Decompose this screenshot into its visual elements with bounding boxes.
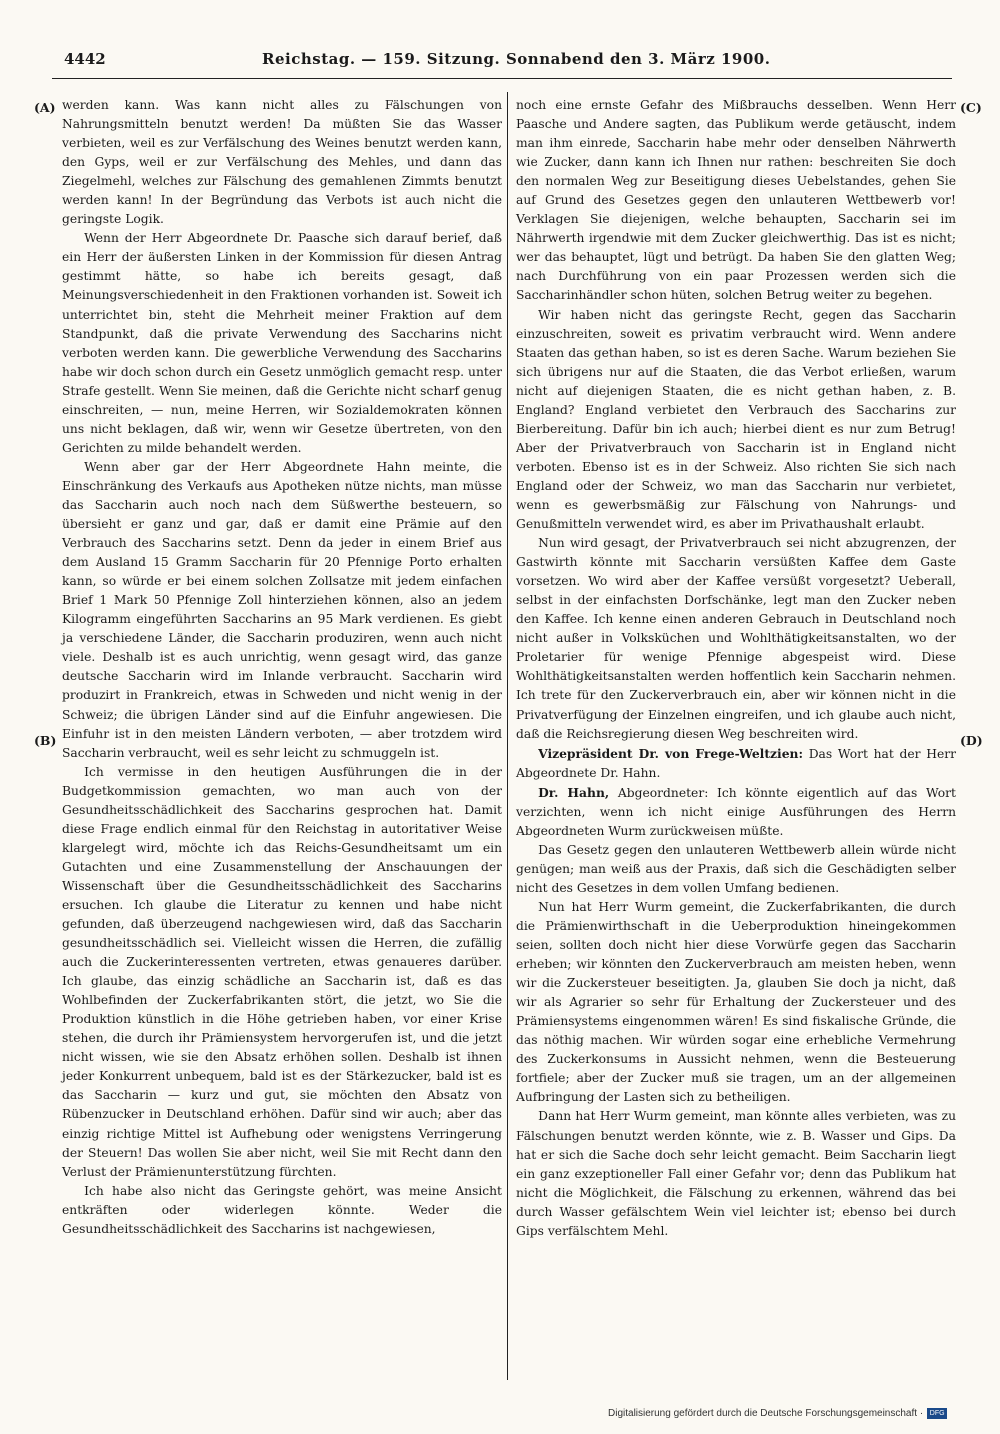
margin-marker-a: (A): [34, 100, 56, 115]
paragraph: noch eine ernste Gefahr des Mißbrauchs desselben. Wenn Herr Paasche und Andere sagten, das Publikum werde getäuscht, indem man ihm einrede, Saccharin habe mehr oder denselben Nährwerth wie Zucker, dann kann ich Ihnen nur rathen: beschreiten Sie doch den normalen Weg zur Beseitigung dieses Uebelstandes, gehen Sie auf Grund des Gesetzes gegen den unlauteren Wettbewerb vor! Verklagen Sie diejenigen, welche behaupten, Saccharin sei im Nährwerth irgendwie mit dem Zucker gleichwerthig. Das ist es nicht; wer das behauptet, lügt und betrügt. Da haben Sie den glatten Weg; nach Durchführung von ein paar Prozessen werden sich die Saccharinhändler schon hüten, solchen Betrug weiter zu begehen.: [516, 98, 956, 303]
header-rule: [52, 78, 952, 79]
speaker-paragraph: [516, 744, 956, 783]
page-header: [52, 50, 952, 74]
paragraph: werden kann. Was kann nicht alles zu Fälschungen von Nahrungsmitteln benutzt werden! Da müßten Sie das Wasser verbieten, weil es zur Verfälschung des Weines benutzt werden kann, den Gyps, weil er zur Verfälschung des Mehles, und dann das Ziegelmehl, welches zur Fälschung des gemahlenen Zimmts benutzt werden kann! In der Begründung das Verbots ist auch nicht die geringste Logik.: [62, 98, 502, 227]
right-column: [516, 96, 956, 1241]
left-column: [62, 96, 502, 1239]
paragraph: Dann hat Herr Wurm gemeint, man könnte alles verbieten, was zu Fälschungen benutzt werden könnte, wie z. B. Wasser und Gips. Da hat er sich die Sache doch sehr leicht gemacht. Beim Saccharin liegt ein ganz exzeptioneller Fall einer Gefahr vor; denn das Publikum hat nicht die Möglichkeit, die Fälschung zu erkennen, während das bei durch Wasser gefälschtem Wein viel leichter ist; ebenso bei durch Gips verfälschtem Mehl.: [516, 1109, 956, 1238]
digitization-footer: [608, 1408, 947, 1419]
paragraph: Nun wird gesagt, der Privatverbrauch sei nicht abzugrenzen, der Gastwirth könnte mit Saccharin versüßten Kaffee dem Gaste vorsetzen. Wo wird aber der Kaffee versüßt vorgesetzt? Ueberall, selbst in der einfachsten Dorfschänke, legt man den Zucker neben den Kaffee. Ich kenne einen anderen Gebrauch in Deutschland noch nicht außer in Volksküchen und Wohlthätigkeitsanstalten, wo der Proletarier für wenige Pfennige abgespeist wird. Diese Wohlthätigkeitsanstalten werden hoffentlich kein Saccharin nehmen. Ich trete für den Zuckerverbrauch ein, aber wir können nicht in die Privatverfügung der Einzelnen eingreifen, und ich glaube auch nicht, daß die Reichsregierung diesen Weg beschreiten wird.: [516, 536, 956, 741]
paragraph: Ich habe also nicht das Geringste gehört, was meine Ansicht entkräften oder widerlegen könnte. Weder die Gesundheitsschädlichkeit des Saccharins ist nachgewiesen,: [62, 1183, 502, 1236]
paragraph: Wenn der Herr Abgeordnete Dr. Paasche sich darauf berief, daß ein Herr der äußersten Linken in der Kommission für diesen Antrag gestimmt hätte, so habe ich bereits gesagt, daß Meinungsverschiedenheit in den Fraktionen vorhanden ist. Soweit ich unterrichtet bin, steht die Mehrheit meiner Fraktion auf dem Standpunkt, daß die private Verwendung des Saccharins nicht verboten werden kann. Die gewerbliche Verwendung des Saccharins habe wir doch schon durch ein Gesetz unmöglich gemacht resp. unter Strafe gestellt. Wenn Sie meinen, daß die Gerichte nicht scharf genug einschreiten, — nun, meine Herren, wir Sozialdemokraten können uns nicht beklagen, daß wir, wenn wir Gesetze übertreten, von den Gerichten zu milde behandelt werden.: [62, 231, 502, 455]
speaker-vizepraesident: Vizepräsident Dr. von Frege-Weltzien:: [538, 745, 803, 761]
paragraph: Wir haben nicht das geringste Recht, gegen das Saccharin einzuschreiten, soweit es privatim verbraucht wird. Wenn andere Staaten das gethan haben, so ist es deren Sache. Warum beziehen Sie sich übrigens nur auf die Staaten, die das Verbot erließen, warum nicht auf diejenigen Staaten, die es nicht gethan haben, z. B. England? England verbietet den Verbrauch des Saccharins zur Bierbereitung. Dafür bin ich auch; hierbei dient es nur zum Betrug! Aber der Privatverbrauch von Saccharin ist in England nicht verboten. Ebenso ist es in der Schweiz. Also richten Sie sich nach England oder der Schweiz, wo man das Saccharin nur verbietet, wenn es gewerbsmäßig zur Fälschung von Nahrungs- und Genußmitteln verwendet wird, es aber im Privathaushalt erlaubt.: [516, 307, 956, 532]
margin-marker-b: (B): [34, 733, 57, 748]
column-divider: [507, 92, 508, 1380]
paragraph: Ich vermisse in den heutigen Ausführungen die in der Budgetkommission gemachten, wo man auch von der Gesundheitsschädlichkeit des Saccharins gesprochen hat. Damit diese Frage endlich einmal für den Reichstag in autoritativer Weise klargelegt wird, möchte ich das Reichs-Gesundheitsamt um ein Gutachten und eine Zusammenstellung der Anschauungen der Wissenschaft über die Gesundheitsschädlichkeit des Saccharins ersuchen. Ich glaube die Literatur zu kennen und habe nicht gefunden, daß überzeugend nachgewiesen wird, daß das Saccharin gesundheitsschädlich sei. Vielleicht wissen die Herren, die zufällig auch die Zuckerinteressenten vertreten, etwas genaueres darüber. Ich glaube, das einzig schädliche an Saccharin ist, daß es das Wohlbefinden der Zuckerfabrikanten stört, die jetzt, wo Sie die Produktion künstlich in die Höhe getrieben haben, vor einer Krise stehen, die durch ihr Prämiensystem hervorgerufen ist, und die jetzt nicht wissen, wie sie den Absatz erhöhen sollen. Deshalb ist ihnen jeder Konkurrent unbequem, bald ist es der Stärkezucker, bald ist es das Saccharin — kurz und gut, sie möchten den Absatz von Rübenzucker in Deutschland erhöhen. Dafür sind wir auch; aber das einzig richtige Mittel ist Aufhebung oder wenigstens Verringerung der Steuern! Das wollen Sie aber nicht, weil Sie mit Recht dann den Verlust der Prämienunterstützung fürchten.: [62, 764, 502, 1179]
margin-marker-d: (D): [960, 733, 983, 748]
dfg-logo-icon: DFG: [927, 1408, 947, 1419]
speaker-paragraph: [516, 783, 956, 841]
speech-text: Abgeordneter: Ich könnte eigentlich auf das Wort verzichten, wenn ich nicht einige Ausführungen des Herrn Abgeordneten Wurm zurückweisen müßte.: [516, 785, 956, 838]
speaker-hahn: Dr. Hahn,: [538, 784, 610, 800]
paragraph: Nun hat Herr Wurm gemeint, die Zuckerfabrikanten, die durch die Prämienwirthschaft in die Ueberproduktion hineingekommen seien, sollten doch nicht hier diese Vorwürfe gegen das Saccharin erheben; wir könnten den Zuckerverbrauch am meisten heben, wenn wir die Zuckersteuer beseitigten. Ja, glauben Sie doch ja nicht, daß wir als Agrarier so sehr für Erhaltung der Zuckersteuer und des Prämiensystems eingenommen wären! Es sind fiskalische Gründe, die das nöthig machen. Wir würden sogar eine erhebliche Vermehrung des Zuckerkonsums in Aussicht nehmen, wenn die Besteuerung fortfiele; aber der Zucker muß sie tragen, um an der allgemeinen Aufbringung der Lasten sich zu betheiligen.: [516, 899, 956, 1105]
page-number: 4442: [64, 50, 106, 68]
paragraph: Wenn aber gar der Herr Abgeordnete Hahn meinte, die Einschränkung des Verkaufs aus Apotheken nütze nichts, man müsse das Saccharin auch noch nach dem Süßwerthe besteuern, so übersieht er ganz und gar, daß er damit eine Prämie auf den Verbrauch des Saccharins setzt. Denn da jeder in einem Brief aus dem Ausland 15 Gramm Saccharin für 20 Pfennige Porto erhalten kann, so würde er bei einem solchen Zollsatze mit jedem einfachen Brief 1 Mark 50 Pfennige Zoll hinterziehen können, also an jedem Kilogramm eingeführten Saccharins an 95 Mark verdienen. Es giebt ja verschiedene Länder, die Saccharin produziren, wenn auch nicht viele. Deshalb ist es auch unrichtig, wenn gesagt wird, das ganze deutsche Saccharin wird im Inlande verbraucht. Saccharin wird produzirt in Frankreich, etwas in Schweden und nicht wenig in der Schweiz; die übrigen Länder sind auf die Einfuhr angewiesen. Die Einfuhr ist in den meisten Ländern verboten, — aber trotzdem wird Saccharin verbraucht, weil es sehr leicht zu schmuggeln ist.: [62, 459, 502, 760]
running-head: Reichstag. — 159. Sitzung. Sonnabend den 3. März 1900.: [262, 50, 771, 68]
speech-text: Das Wort hat der Herr Abgeordnete Dr. Hahn.: [516, 746, 956, 780]
footer-text: Digitalisierung gefördert durch die Deutsche Forschungsgemeinschaft ·: [608, 1408, 924, 1420]
paragraph: Das Gesetz gegen den unlauteren Wettbewerb allein würde nicht genügen; man weiß aus der Praxis, daß sich die Geschädigten selber nicht des Gesetzes in dem vollen Umfang bedienen.: [516, 842, 956, 895]
margin-marker-c: (C): [960, 100, 982, 115]
